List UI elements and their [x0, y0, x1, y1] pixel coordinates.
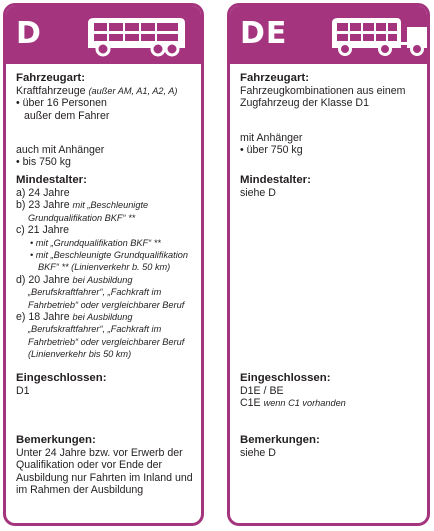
included-heading: Eingeschlossen:	[240, 372, 331, 384]
license-card-d	[3, 3, 204, 526]
remarks-section	[240, 434, 419, 459]
vehicle-type-section	[16, 72, 193, 122]
vehicle-type-bullet-cont: außer dem Fahrer	[24, 109, 110, 122]
license-card-de	[227, 3, 430, 526]
age-c-bullet-2: • mit „Beschleunigte Grundqualifikation BKF“ ** (Linienverkehr b. 50 km)	[30, 250, 188, 273]
trailer-section	[240, 132, 419, 157]
card-body-d	[6, 64, 201, 526]
included-section	[16, 372, 193, 397]
license-class-code: D	[16, 16, 42, 51]
trailer-section	[16, 144, 193, 169]
included-line-1: D1E / BE	[240, 385, 284, 397]
included-line-2-main: C1E	[240, 397, 264, 410]
included-line-2-note: wenn C1 vorhanden	[263, 398, 346, 409]
vehicle-type-section	[240, 72, 419, 110]
trailer-bullet: • bis 750 kg	[16, 156, 71, 169]
age-d-main: d) 20 Jahre	[16, 273, 73, 286]
bus-with-trailer-icon	[329, 15, 429, 57]
min-age-heading: Mindestalter:	[240, 174, 311, 186]
vehicle-type-text: Fahrzeugkombinationen aus einem Zugfahrzeug der Klasse D1	[240, 85, 406, 110]
remarks-value: siehe D	[240, 447, 276, 459]
age-d	[16, 274, 193, 311]
remarks-heading: Bemerkungen:	[16, 434, 96, 446]
min-age-section	[240, 174, 419, 199]
age-a: a) 24 Jahre	[16, 187, 70, 199]
included-value: D1	[16, 385, 30, 397]
trailer-line: auch mit Anhänger	[16, 144, 105, 156]
vehicle-type-main: Kraftfahrzeuge	[16, 85, 89, 97]
min-age-heading: Mindestalter:	[16, 174, 87, 186]
vehicle-type-heading: Fahrzeugart:	[240, 72, 309, 84]
vehicle-type-heading: Fahrzeugart:	[16, 72, 85, 84]
remarks-text: Unter 24 Jahre bzw. vor Erwerb der Qualifikation oder vor Ende der Ausbildung nur Fahrten im Inland und im Rahmen der Ausbildung	[16, 447, 193, 497]
age-c: c) 21 Jahre	[16, 224, 69, 237]
card-header-de	[230, 6, 427, 64]
remarks-section	[16, 434, 193, 497]
min-age-section	[16, 174, 193, 361]
age-e	[16, 311, 193, 361]
included-line-2	[240, 397, 419, 409]
trailer-bullet: • über 750 kg	[240, 144, 303, 157]
age-e-main: e) 18 Jahre	[16, 311, 73, 324]
min-age-value: siehe D	[240, 187, 276, 199]
card-body-de	[230, 64, 427, 526]
age-b	[16, 199, 193, 224]
vehicle-type-note: (außer AM, A1, A2, A)	[88, 86, 178, 96]
included-section	[240, 372, 419, 410]
bus-icon	[84, 15, 188, 57]
included-heading: Eingeschlossen:	[16, 372, 107, 384]
age-c-bullet-1: • mit „Grundqualifikation BKF“ **	[30, 237, 161, 248]
vehicle-type-line	[16, 85, 193, 97]
age-d-note: bei Ausbildung „Berufskraftfahrer“, „Fachkraft im Fahrbetrieb“ oder vergleichbarer Beruf	[28, 274, 185, 310]
remarks-heading: Bemerkungen:	[240, 434, 320, 446]
card-header-d	[6, 6, 201, 64]
vehicle-type-bullet: • über 16 Personen	[16, 97, 107, 110]
age-b-main: b) 23 Jahre	[16, 199, 73, 212]
trailer-line: mit Anhänger	[240, 132, 303, 144]
age-e-note: bei Ausbildung „Berufskraftfahrer“, „Fachkraft im Fahrbetrieb“ oder vergleichbarer Beruf (Linienverkehr bis 50 km)	[28, 312, 185, 360]
license-class-code: DE	[240, 16, 288, 51]
age-b-note: mit „Beschleunigte Grundqualifikation BKF“ **	[28, 200, 149, 223]
